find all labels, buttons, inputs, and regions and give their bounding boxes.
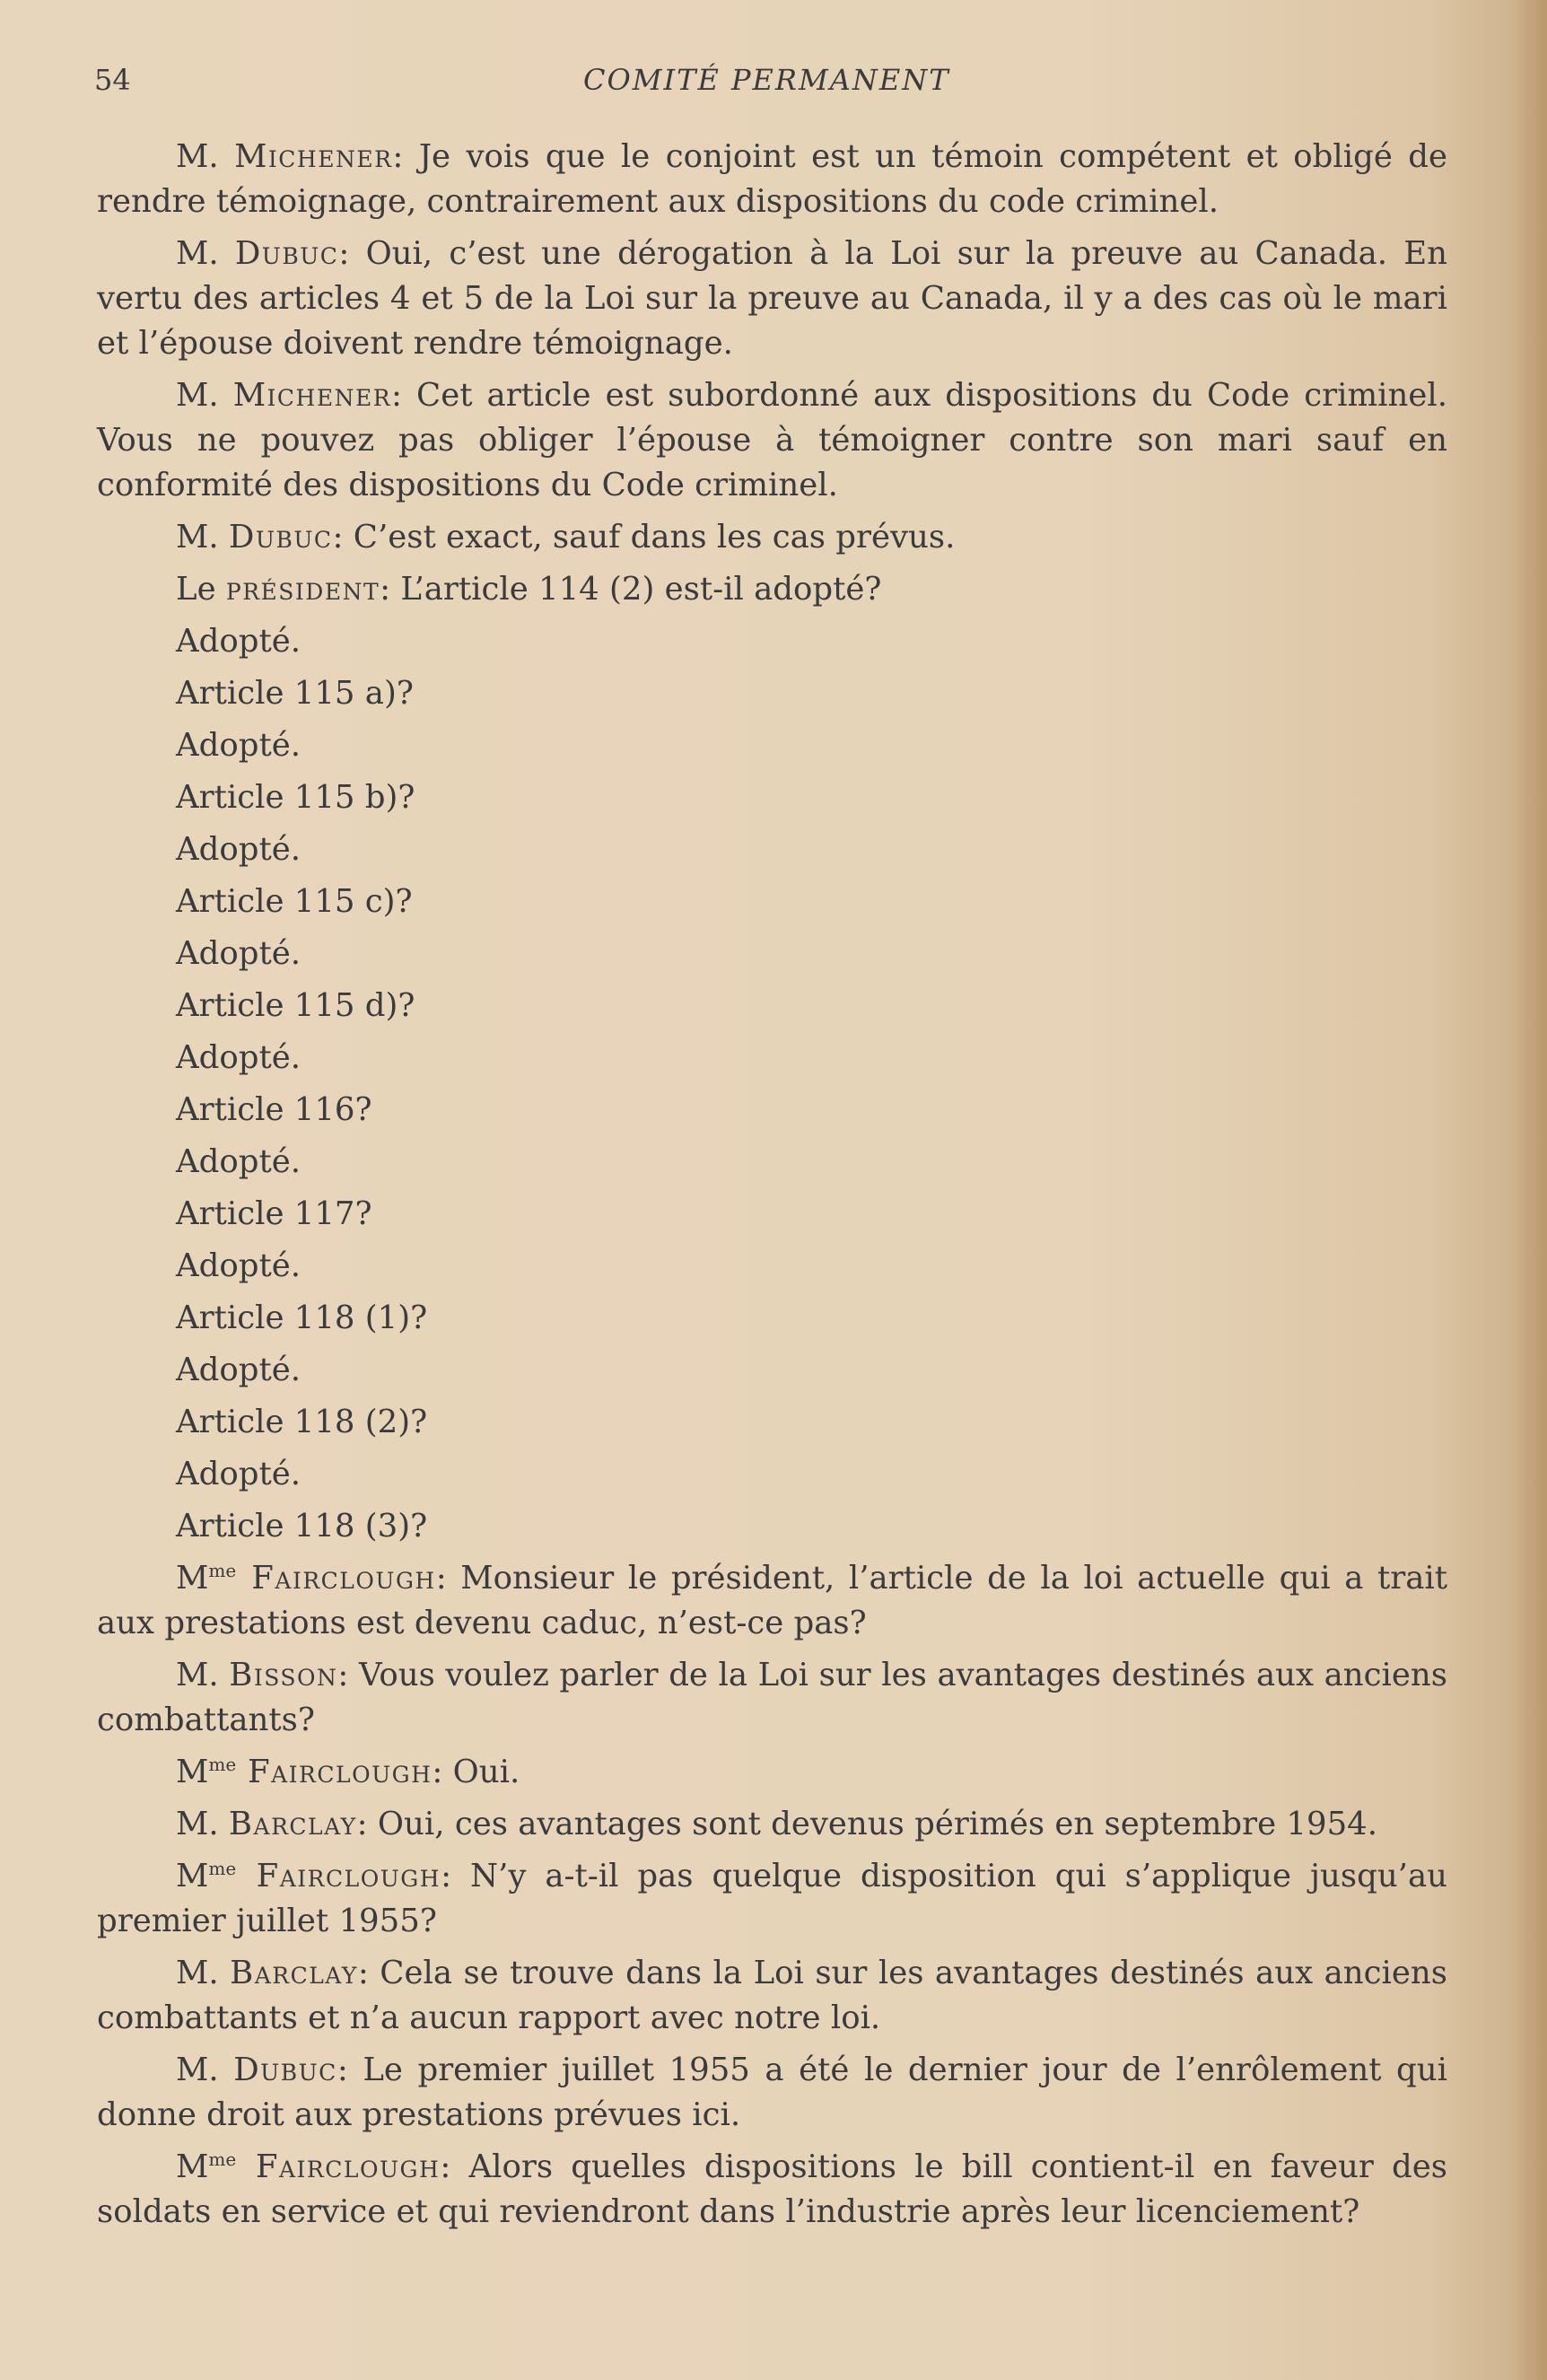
vote-line: Adopté. [176,1247,302,1284]
paragraph-text: N’y a-t-il pas quelque disposition qui s’applique jusqu’au premier juillet 1955? [97,1858,1447,1939]
speaker-name: Dubuc [233,2052,337,2088]
page-edge-shadow [1511,0,1547,2380]
paragraph-text: L’article 114 (2) est-il adopté? [390,571,882,608]
paragraph-text: Cet article est subordonné aux dispositions du Code criminel. Vous ne pouvez pas obliger l’épouse à témoigner contre son mari sauf en conformité des dispositions du Code criminel. [97,377,1448,503]
paragraph [97,135,1447,224]
paragraph [97,515,1447,560]
speaker-name: Dubuc [234,235,339,272]
speaker-name: président [225,571,380,608]
document-body [97,135,1447,2242]
paragraph [97,2145,1447,2235]
speaker-prefix: M. [176,1657,230,1693]
speaker-colon: : [332,519,344,556]
article-line: Article 115 d)? [176,987,415,1024]
speaker-name: Fairclough [236,2148,441,2185]
paragraph [97,1951,1447,2041]
page-header [94,63,1440,108]
article-line: Article 115 a)? [176,675,414,712]
paragraph-text: Oui, ces avantages sont devenus périmés en septembre 1954. [367,1806,1378,1842]
speaker-title-superscript: me [208,1560,237,1582]
vote-line: Adopté. [176,1352,302,1388]
paragraph [97,232,1447,366]
paragraph-text: Vous voulez parler de la Loi sur les avantages destinés aux anciens combattants? [97,1657,1447,1738]
vote-line: Adopté. [176,1456,302,1492]
vote-line: Adopté. [176,727,302,764]
speaker-colon: : [336,2052,348,2088]
article-line: Article 117? [176,1195,372,1232]
paragraph-text: Le premier juillet 1955 a été le dernier jour de l’enrôlement qui donne droit aux prestations prévues ici. [97,2052,1447,2133]
speaker-colon: : [356,1806,368,1842]
speaker-name: Barclay [230,1955,358,1991]
speaker-colon: : [432,1754,443,1790]
paragraph [97,1802,1447,1847]
speaker-title-superscript: me [208,1754,237,1776]
vote-line: Adopté. [176,1143,302,1180]
paragraph-text: Oui. [442,1754,520,1790]
running-title: COMITÉ PERMANENT [583,63,950,97]
speaker-name: Fairclough [236,1858,441,1894]
paragraph-text: Cela se trouve dans la Loi sur les avantages destinés aux anciens combattants et n’a aucun rapport avec notre loi. [97,1955,1447,2036]
speaker-name: Dubuc [228,519,333,556]
speaker-prefix: M. [176,2052,234,2088]
paragraph-text: Je vois que le conjoint est un témoin compétent et obligé de rendre témoignage, contrairement aux dispositions du code criminel. [97,138,1447,220]
speaker-prefix: M [176,1754,209,1790]
speaker-title-superscript: me [208,2148,237,2171]
article-line: Article 118 (1)? [176,1299,428,1336]
speaker-colon: : [338,235,350,272]
article-line: Article 118 (3)? [176,1508,428,1544]
speaker-colon: : [441,1858,452,1894]
speaker-colon: : [440,2148,451,2185]
speaker-colon: : [357,1955,369,1991]
paragraph-text: Oui, c’est une dérogation à la Loi sur la preuve au Canada. En vertu des articles 4 et 5 de la Loi sur la preuve au Canada, il y a des cas où le mari et l’épouse doivent rendre témoignage. [97,235,1447,362]
speaker-prefix: Le [176,571,226,608]
speaker-name: Bisson [229,1657,338,1693]
article-line: Article 115 c)? [176,883,413,920]
speaker-prefix: M [176,1560,209,1597]
speaker-colon: : [337,1657,349,1693]
speaker-prefix: M [176,1858,209,1894]
vote-line: Adopté. [176,935,302,972]
speaker-prefix: M. [176,1806,229,1842]
speaker-prefix: M. [176,235,235,272]
speaker-colon: : [391,377,403,414]
page-number: 54 [94,63,131,97]
speaker-name: Barclay [228,1806,357,1842]
speaker-name: Michener [232,377,392,414]
paragraph [97,567,1447,612]
speaker-colon: : [380,571,391,608]
article-line: Article 118 (2)? [176,1404,428,1440]
speaker-prefix: M. [176,138,235,175]
paragraph [97,373,1447,508]
paragraph [97,1750,1447,1795]
paragraph [97,1854,1447,1944]
vote-line: Adopté. [176,831,302,868]
speaker-prefix: M. [176,377,233,414]
speaker-title-superscript: me [208,1858,237,1880]
paragraph-text: Alors quelles dispositions le bill contient-il en faveur des soldats en service et qui reviendront dans l’industrie après leur licenciement? [97,2148,1447,2230]
vote-line: Adopté. [176,1039,302,1076]
speaker-colon: : [435,1560,447,1597]
paragraph [97,1653,1447,1743]
vote-line: Adopté. [176,623,302,660]
speaker-prefix: M. [176,1955,231,1991]
speaker-prefix: M [176,2148,209,2185]
speaker-name: Fairclough [236,1560,436,1597]
paragraph [97,1556,1447,1646]
paragraph [97,2048,1447,2138]
article-line: Article 115 b)? [176,779,415,816]
article-line: Article 116? [176,1091,372,1128]
speaker-name: Fairclough [236,1754,433,1790]
paragraph-text: Monsieur le président, l’article de la loi actuelle qui a trait aux prestations est devenu caduc, n’est-ce pas? [97,1560,1447,1641]
paragraph-text: C’est exact, sauf dans les cas prévus. [343,519,956,556]
speaker-colon: : [392,138,404,175]
speaker-prefix: M. [176,519,229,556]
speaker-name: Michener [234,138,393,175]
